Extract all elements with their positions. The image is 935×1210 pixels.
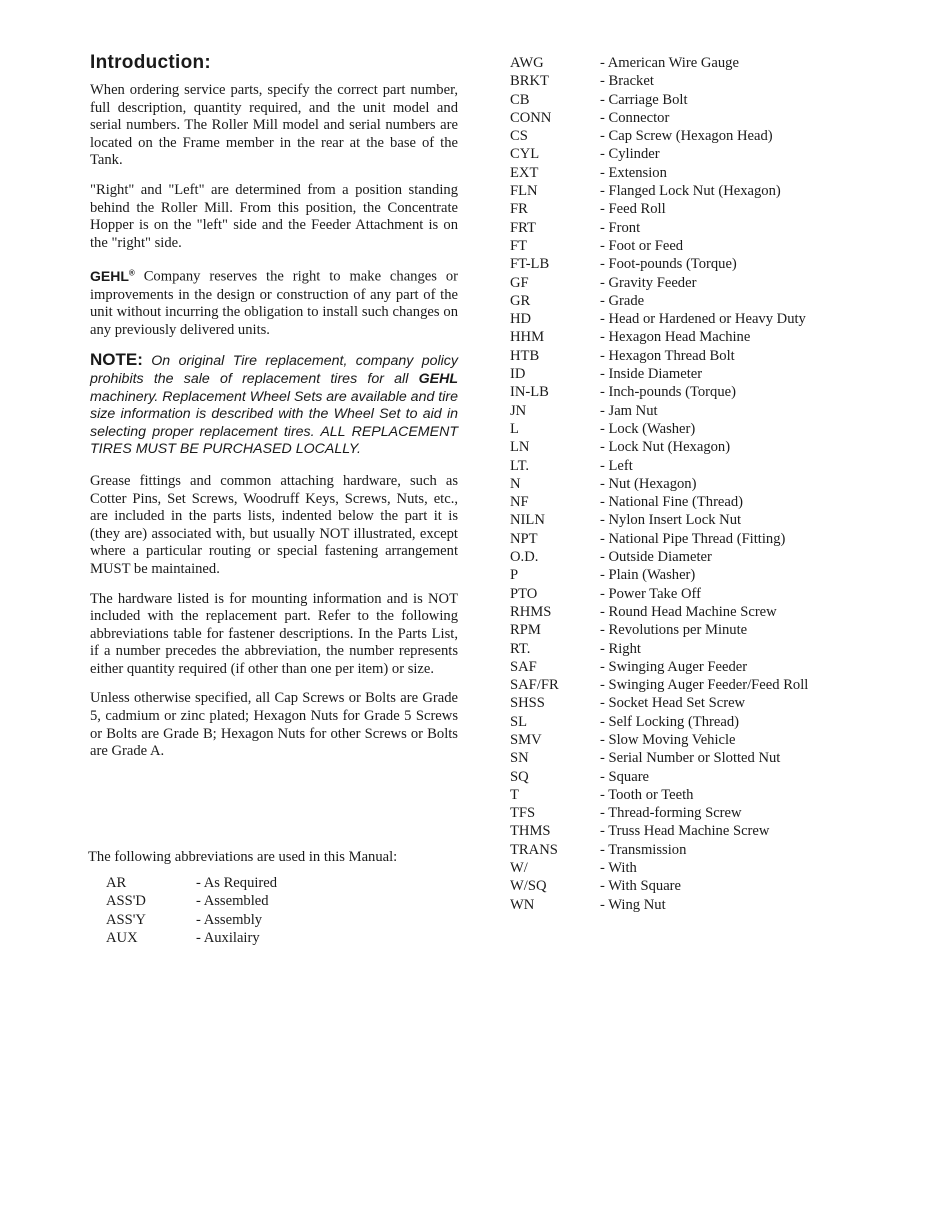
abbreviation-description: - Slow Moving Vehicle [600,731,736,748]
abbreviation-description: - Inch-pounds (Torque) [600,384,736,401]
abbreviation-row [510,383,808,401]
abbreviation-row [510,237,808,255]
abbreviation-description: - Foot-pounds (Torque) [600,256,737,273]
abbreviation-row [510,109,808,127]
abbreviation-description: - Tooth or Teeth [600,786,694,803]
abbreviation-row [510,54,808,72]
abbreviation-code: LT. [510,457,530,474]
note-label: NOTE: [90,350,143,370]
abbreviation-description: - With Square [600,878,682,895]
abbreviation-row [510,511,808,529]
abbreviation-description: - Self Locking (Thread) [600,713,739,730]
abbreviation-description: - Head or Hardened or Heavy Duty [600,311,806,328]
mounting-paragraph: The hardware listed is for mounting information and is NOT included with the replacement part. Refer to the following abbreviations table for fastener descriptions. In the Parts List, if a number precedes the abbreviation, the number represents either quantity required (if other than one per item) or size. [90,590,458,677]
abbreviation-row [510,200,808,218]
abbreviation-description: - Swinging Auger Feeder/Feed Roll [600,677,809,694]
abbreviation-row [510,365,808,383]
abbreviation-code: LN [510,439,530,456]
abbreviation-code: SAF [510,658,537,675]
abbreviations-list-right [510,54,808,914]
abbreviation-code: SHSS [510,695,545,712]
abbreviation-row [510,72,808,90]
abbreviation-description: - Assembled [196,893,269,910]
abbreviation-row [510,786,808,804]
abbreviation-row [510,676,808,694]
abbreviation-code: PTO [510,585,538,602]
abbreviation-row [510,164,808,182]
abbreviation-code: CS [510,128,528,145]
abbreviation-description: - Revolutions per Minute [600,622,748,639]
abbreviation-description: - Cylinder [600,146,660,163]
abbreviation-code: RHMS [510,603,552,620]
abbreviation-code: CONN [510,109,552,126]
abbreviation-code: HD [510,311,532,328]
abbreviation-description: - Nylon Insert Lock Nut [600,512,742,529]
abbreviation-description: - National Pipe Thread (Fitting) [600,530,786,547]
abbreviation-description: - Cap Screw (Hexagon Head) [600,128,773,145]
abbreviation-row [106,929,277,947]
abbreviation-row [510,457,808,475]
abbreviation-row [510,768,808,786]
abbreviation-description: - Foot or Feed [600,237,684,254]
abbreviation-row [510,548,808,566]
abbreviation-code: HHM [510,329,545,346]
tire-note: NOTE: On original Tire replacement, company policy prohibits the sale of replacement tires for all GEHL machinery. Replacement Wheel Sets are available and tire size information is described with the Wheel Set to aid in selecting proper replacement tires. ALL REPLACEMENT TIRES MUST BE PURCHASED LOCALLY. [90,350,459,458]
abbreviation-row [510,493,808,511]
abbreviation-row [510,145,808,163]
abbreviation-code: FT [510,237,528,254]
hardware-paragraph: Grease fittings and common attaching hardware, such as Cotter Pins, Set Screws, Woodruff Keys, Screws, Nuts, etc., are included in the parts lists, indented below the part it is (they are) associated with, but usually NOT illustrated, except where a particular routing or special fastening arrangement MUST be maintained. [90,472,458,577]
abbreviation-code: RT. [510,640,531,657]
abbreviation-description: - Flanged Lock Nut (Hexagon) [600,183,781,200]
abbreviation-description: - Carriage Bolt [600,91,688,108]
abbreviation-code: NILN [510,512,545,529]
abbreviation-description: - Wing Nut [600,896,666,913]
abbreviation-code: EXT [510,164,539,181]
abbreviation-description: - Truss Head Machine Screw [600,823,770,840]
abbreviation-row [510,896,808,914]
abbreviation-row [510,328,808,346]
abbreviation-row [510,603,808,621]
abbreviation-code: WN [510,896,535,913]
abbreviation-row [510,585,808,603]
abbreviation-code: SMV [510,731,542,748]
abbreviation-code: AWG [510,55,544,71]
abbreviation-row [510,658,808,676]
abbreviation-code: RPM [510,622,541,639]
abbreviation-code: SL [510,713,528,730]
abbreviation-code: W/SQ [510,878,547,895]
abbreviation-code: NF [510,494,529,511]
abbreviation-row [510,91,808,109]
ordering-paragraph: When ordering service parts, specify the correct part number, full description, quantity required, and the unit model and serial numbers. The Roller Mill model and serial numbers are located on the Frame member in the rear at the base of the Tank. [90,82,458,169]
abbreviation-description: - Power Take Off [600,585,701,602]
abbreviation-description: - Left [600,457,633,474]
abbreviation-row [510,219,808,237]
abbreviation-description: - Assembly [196,911,263,928]
abbreviation-description: - Swinging Auger Feeder [600,658,748,675]
brand-name: GEHL® [90,268,135,284]
abbreviation-code: IN-LB [510,384,549,401]
abbreviation-description: - American Wire Gauge [600,55,739,71]
abbreviation-description: - Outside Diameter [600,549,712,566]
abbreviation-code: GF [510,274,529,291]
abbreviation-code: TRANS [510,841,558,858]
abbreviation-row [510,475,808,493]
abbreviation-description: - With [600,860,637,877]
abbreviation-code: CYL [510,146,540,163]
abbreviation-code: SQ [510,768,529,785]
abbreviation-row [510,859,808,877]
abbreviation-code: TFS [510,805,536,822]
abbreviation-code: FLN [510,183,538,200]
abbreviation-code: P [510,567,519,584]
abbreviation-code: ID [510,366,526,383]
abbreviation-row [510,420,808,438]
abbreviation-row [510,438,808,456]
abbreviation-code: O.D. [510,549,539,566]
abbreviation-code: FR [510,201,528,218]
abbreviation-code: ASS'D [106,893,146,910]
abbreviation-code: FRT [510,219,536,236]
introduction-section [90,52,458,773]
grade-paragraph: Unless otherwise specified, all Cap Screws or Bolts are Grade 5, cadmium or zinc plated; Hexagon Nuts for Grade 5 Screws or Bolts are Grade B; Hexagon Nuts for other Screws or Bolts are Grade A. [90,690,458,760]
abbreviation-code: THMS [510,823,551,840]
abbreviation-description: - Lock (Washer) [600,420,696,437]
introduction-heading: Introduction: [90,52,212,73]
abbreviation-description: - Thread-forming Screw [600,805,742,822]
abbreviation-description: - Plain (Washer) [600,567,696,584]
abbreviation-row [510,640,808,658]
abbreviation-row [510,877,808,895]
abbreviation-code: AR [106,875,127,891]
right-left-paragraph: "Right" and "Left" are determined from a position standing behind the Roller Mill. From this position, the Concentrate Hopper is on the "left" side and the Feeder Attachment is on the "right" side. [90,181,458,251]
abbreviation-code: W/ [510,860,528,877]
abbreviation-row [510,694,808,712]
abbreviation-description: - Serial Number or Slotted Nut [600,750,781,767]
abbreviation-row [510,713,808,731]
abbreviation-description: - Auxilairy [196,929,260,946]
abbreviation-row [510,127,808,145]
abbreviation-code: NPT [510,530,538,547]
abbreviation-description: - Lock Nut (Hexagon) [600,439,731,456]
abbreviation-description: - As Required [196,875,278,891]
abbreviation-row [510,731,808,749]
abbreviation-row [510,804,808,822]
abbreviation-row [106,892,277,910]
abbreviation-description: - Extension [600,164,667,181]
abbreviation-code: N [510,475,521,492]
abbreviation-row [510,310,808,328]
abbreviation-row [510,621,808,639]
abbreviation-description: - Transmission [600,841,687,858]
abbreviation-code: T [510,786,519,803]
abbreviation-code: SN [510,750,529,767]
abbreviation-code: CB [510,91,530,108]
abbreviation-description: - Right [600,640,641,657]
abbreviations-list-left [106,874,277,947]
abbreviation-description: - Square [600,768,650,785]
abbreviation-row [106,874,277,892]
abbreviation-code: ASS'Y [106,911,146,928]
abbreviation-code: SAF/FR [510,677,559,694]
abbreviation-description: - Bracket [600,73,654,90]
abbreviation-row [510,292,808,310]
abbreviation-row [510,274,808,292]
abbreviation-row [510,530,808,548]
company-rights-paragraph: GEHL® Company reserves the right to make changes or improvements in the design or construction of any part of the unit without incurring the obligation to install such changes on any previously delivered units. [90,268,458,338]
abbreviation-description: - Feed Roll [600,201,666,218]
abbreviation-description: - Gravity Feeder [600,274,697,291]
abbreviation-row [510,347,808,365]
abbreviation-row [510,255,808,273]
abbreviation-row [510,749,808,767]
abbreviation-description: - Jam Nut [600,402,658,419]
abbreviation-description: - Connector [600,109,670,126]
abbreviation-code: BRKT [510,73,549,90]
abbreviation-description: - Round Head Machine Screw [600,603,777,620]
abbreviation-row [510,402,808,420]
abbreviation-description: - National Fine (Thread) [600,494,744,511]
abbreviation-code: L [510,420,519,437]
abbreviation-code: GR [510,292,531,309]
abbreviation-description: - Front [600,219,641,236]
abbreviation-row [510,182,808,200]
abbreviation-row [510,566,808,584]
abbreviation-row [106,911,277,929]
abbreviation-description: - Grade [600,292,645,309]
abbreviation-description: - Nut (Hexagon) [600,475,697,492]
abbreviations-intro: The following abbreviations are used in this Manual: [88,849,398,865]
abbreviation-code: AUX [106,929,138,946]
abbreviation-row [510,841,808,859]
abbreviation-row [510,822,808,840]
abbreviation-code: FT-LB [510,256,550,273]
abbreviation-description: - Socket Head Set Screw [600,695,746,712]
abbreviation-description: - Inside Diameter [600,366,703,383]
abbreviation-description: - Hexagon Head Machine [600,329,751,346]
abbreviation-description: - Hexagon Thread Bolt [600,347,735,364]
abbreviation-code: HTB [510,347,540,364]
abbreviation-code: JN [510,402,527,419]
